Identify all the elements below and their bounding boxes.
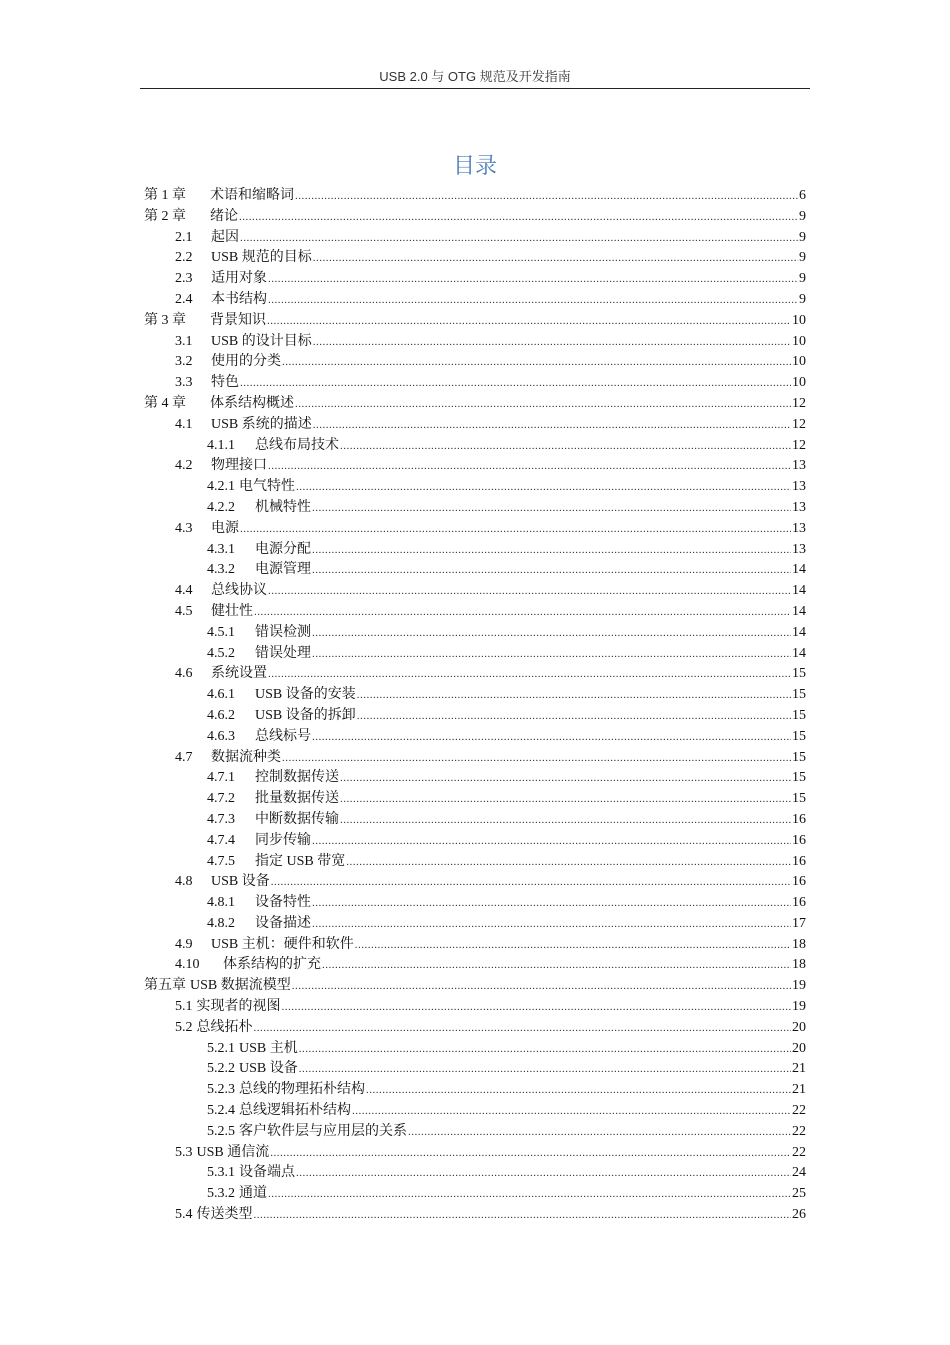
dot-leader	[340, 810, 791, 831]
toc-entry[interactable]	[144, 955, 806, 976]
table-of-contents	[144, 186, 806, 1226]
toc-entry-number: 4.8	[175, 874, 193, 890]
toc-entry-number: 4.2	[175, 458, 193, 474]
toc-entry[interactable]	[144, 394, 806, 415]
toc-entry-title: USB 设备的拆卸	[255, 707, 356, 723]
dot-leader	[313, 332, 791, 353]
toc-entry-page: 12	[792, 437, 806, 453]
toc-entry-number: 5.3	[175, 1144, 193, 1160]
dot-leader	[312, 831, 791, 852]
toc-entry-number: 5.2.5	[207, 1123, 235, 1139]
toc-entry[interactable]	[144, 852, 806, 873]
dot-leader	[292, 976, 791, 997]
dot-leader	[268, 1184, 791, 1205]
toc-entry-page: 6	[799, 188, 806, 203]
dot-leader	[268, 290, 798, 311]
toc-entry-page: 18	[792, 957, 806, 973]
toc-entry-page: 9	[799, 250, 806, 266]
toc-entry[interactable]	[144, 1039, 806, 1060]
toc-entry-page: 9	[799, 271, 806, 287]
toc-entry[interactable]	[144, 872, 806, 893]
toc-entry-page: 25	[792, 1186, 806, 1202]
dot-leader	[295, 186, 798, 207]
dot-leader	[408, 1122, 791, 1143]
toc-entry-page: 10	[792, 333, 806, 349]
dot-leader	[313, 248, 798, 269]
toc-entry[interactable]	[144, 727, 806, 748]
toc-entry[interactable]	[144, 789, 806, 810]
toc-entry-title: 设备特性	[255, 895, 311, 911]
header-rule	[140, 88, 810, 89]
toc-entry-title: USB 的设计目标	[211, 333, 312, 349]
toc-entry-number: 4.7.5	[207, 853, 235, 869]
toc-entry[interactable]	[144, 186, 806, 207]
dot-leader	[299, 1059, 791, 1080]
dot-leader	[282, 997, 792, 1018]
toc-entry-title: 电源	[211, 520, 239, 536]
dot-leader	[322, 955, 791, 976]
toc-entry-title: 数据流种类	[211, 749, 281, 765]
toc-entry[interactable]	[144, 332, 806, 353]
toc-entry[interactable]	[144, 893, 806, 914]
toc-entry-number: 2.2	[175, 250, 193, 266]
toc-entry-title: 设备端点	[239, 1165, 295, 1181]
dot-leader	[312, 727, 791, 748]
toc-entry-number: 4.3	[175, 520, 193, 536]
toc-entry-page: 15	[792, 749, 806, 765]
dot-leader	[267, 311, 791, 332]
toc-entry-page: 16	[792, 874, 806, 890]
toc-entry-page: 9	[799, 291, 806, 307]
toc-entry-title: USB 通信流	[196, 1144, 270, 1160]
dot-leader	[357, 706, 791, 727]
toc-entry-page: 22	[792, 1144, 806, 1160]
toc-entry-title: 体系结构概述	[210, 395, 294, 411]
toc-entry-page: 17	[792, 915, 806, 931]
toc-entry-title: USB 系统的描述	[211, 416, 312, 432]
toc-entry-title: 设备描述	[255, 915, 311, 931]
toc-entry-title: 通道	[239, 1186, 267, 1202]
toc-entry-title: 总线布局技术	[255, 437, 339, 453]
toc-entry-page: 9	[799, 229, 806, 245]
dot-leader	[239, 207, 798, 228]
toc-entry[interactable]	[144, 1018, 806, 1039]
toc-entry[interactable]	[144, 498, 806, 519]
toc-entry-page: 12	[792, 395, 806, 411]
toc-entry-page: 16	[792, 895, 806, 911]
toc-entry-number: 5.2	[175, 1019, 193, 1035]
toc-entry[interactable]	[144, 810, 806, 831]
toc-entry-title: 使用的分类	[211, 354, 281, 370]
dot-leader	[355, 935, 791, 956]
toc-entry-page: 13	[792, 479, 806, 495]
dot-leader	[254, 602, 791, 623]
toc-entry[interactable]	[144, 540, 806, 561]
toc-entry-number: 4.7.3	[207, 811, 235, 827]
toc-entry-number: 4.3.2	[207, 562, 235, 578]
toc-entry-title: 总线协议	[211, 583, 267, 599]
toc-entry[interactable]	[144, 352, 806, 373]
toc-entry-page: 13	[792, 541, 806, 557]
toc-entry-title: 电气特性	[239, 479, 295, 495]
toc-entry-page: 12	[792, 416, 806, 432]
dot-leader	[312, 540, 791, 561]
dot-leader	[312, 560, 791, 581]
toc-entry[interactable]	[144, 685, 806, 706]
toc-entry[interactable]	[144, 436, 806, 457]
toc-entry-page: 13	[792, 520, 806, 536]
toc-entry-page: 14	[792, 603, 806, 619]
toc-title: 目录	[452, 154, 497, 179]
toc-entry-title: 指定 USB 带宽	[255, 853, 346, 869]
toc-entry[interactable]	[144, 1101, 806, 1122]
toc-entry-title: USB 设备	[239, 1061, 298, 1077]
toc-entry-title: 起因	[211, 229, 239, 245]
toc-entry-number: 4.3.1	[207, 541, 235, 557]
toc-entry-number: 4.5.1	[207, 624, 235, 640]
toc-entry-number: 第 3 章	[144, 312, 186, 328]
dot-leader	[313, 415, 791, 436]
toc-entry-title: 健壮性	[211, 603, 253, 619]
toc-entry[interactable]	[144, 1163, 806, 1184]
toc-entry-number: 3.2	[175, 354, 193, 370]
toc-entry-number: 5.3.1	[207, 1165, 235, 1181]
dot-leader	[352, 1101, 791, 1122]
dot-leader	[299, 1039, 791, 1060]
toc-entry-page: 15	[792, 770, 806, 786]
toc-entry-page: 22	[792, 1123, 806, 1139]
toc-entry-number: 4.4	[175, 583, 193, 599]
dot-leader	[254, 1018, 792, 1039]
dot-leader	[312, 623, 791, 644]
toc-entry[interactable]	[144, 207, 806, 228]
dot-leader	[340, 436, 791, 457]
toc-entry-title: 传送类型	[196, 1207, 253, 1223]
toc-entry-number: 4.7.4	[207, 832, 235, 848]
toc-entry-number: 2.4	[175, 291, 193, 307]
toc-entry-page: 16	[792, 832, 806, 848]
dot-leader	[312, 498, 791, 519]
toc-entry-title: USB 设备的安装	[255, 687, 356, 703]
toc-entry-title: 机械特性	[255, 499, 311, 515]
toc-entry[interactable]	[144, 748, 806, 769]
toc-entry-title: USB 主机	[239, 1040, 298, 1056]
toc-entry-number: 4.8.1	[207, 895, 235, 911]
toc-entry-page: 15	[792, 666, 806, 682]
toc-entry[interactable]	[144, 997, 806, 1018]
toc-entry-title: 总线逻辑拓朴结构	[239, 1103, 351, 1119]
toc-entry[interactable]	[144, 373, 806, 394]
toc-entry-page: 15	[792, 728, 806, 744]
toc-entry-title: 体系结构的扩充	[223, 957, 321, 973]
dot-leader	[312, 644, 791, 665]
toc-entry[interactable]	[144, 1080, 806, 1101]
dot-leader	[240, 228, 798, 249]
toc-entry-title: 特色	[211, 375, 239, 391]
toc-entry-title: 电源分配	[255, 541, 311, 557]
toc-entry-number: 4.7.1	[207, 770, 235, 786]
toc-entry-title: 控制数据传送	[255, 770, 339, 786]
toc-entry-title: 总线拓朴	[196, 1019, 253, 1035]
dot-leader	[346, 852, 791, 873]
toc-entry-title: 错误处理	[255, 645, 311, 661]
toc-entry-page: 14	[792, 624, 806, 640]
page-header	[140, 68, 810, 86]
dot-leader	[254, 1205, 792, 1226]
toc-entry-title: USB 主机：硬件和软件	[211, 936, 354, 952]
toc-entry-title: 系统设置	[211, 666, 267, 682]
toc-entry[interactable]	[144, 1059, 806, 1080]
dot-leader	[340, 789, 791, 810]
dot-leader	[340, 768, 791, 789]
toc-entry[interactable]	[144, 1143, 806, 1164]
toc-entry[interactable]	[144, 1205, 806, 1226]
toc-entry[interactable]	[144, 477, 806, 498]
toc-entry-number: 5.4	[175, 1207, 193, 1223]
toc-entry-page: 20	[792, 1019, 806, 1035]
toc-entry-page: 15	[792, 707, 806, 723]
dot-leader	[270, 1143, 791, 1164]
toc-entry-number: 4.1	[175, 416, 193, 432]
toc-entry-page: 13	[792, 458, 806, 474]
toc-entry-number: 3.1	[175, 333, 193, 349]
toc-entry-number: 4.10	[175, 957, 200, 973]
dot-leader	[296, 1163, 791, 1184]
toc-entry-number: 4.2.1	[207, 479, 235, 495]
toc-entry-title: 实现者的视图	[196, 999, 281, 1015]
toc-entry-title: 客户软件层与应用层的关系	[239, 1123, 407, 1139]
toc-entry[interactable]	[144, 519, 806, 540]
toc-entry-title: 物理接口	[211, 458, 267, 474]
toc-entry-number: 5.2.3	[207, 1082, 235, 1098]
toc-entry-number: 5.2.4	[207, 1103, 235, 1119]
toc-entry-page: 9	[799, 208, 806, 224]
toc-entry[interactable]	[144, 976, 806, 997]
toc-entry-number: 4.6.1	[207, 687, 235, 703]
toc-entry[interactable]	[144, 560, 806, 581]
toc-entry-page: 14	[792, 583, 806, 599]
toc-entry[interactable]	[144, 581, 806, 602]
toc-entry-number: 5.3.2	[207, 1186, 235, 1202]
toc-entry[interactable]	[144, 706, 806, 727]
toc-entry-number: 5.2.1	[207, 1040, 235, 1056]
toc-entry-title: 批量数据传送	[255, 791, 339, 807]
toc-entry-title: 电源管理	[255, 562, 311, 578]
toc-entry[interactable]	[144, 1122, 806, 1143]
toc-entry-page: 16	[792, 811, 806, 827]
toc-entry-page: 19	[792, 978, 806, 994]
toc-entry[interactable]	[144, 311, 806, 332]
toc-entry-page: 24	[792, 1165, 806, 1181]
toc-entry-page: 21	[792, 1061, 806, 1077]
toc-entry-title: 总线的物理拓朴结构	[239, 1082, 365, 1098]
header-title: USB 2.0 与 OTG 规范及开发指南	[379, 69, 571, 84]
dot-leader	[271, 872, 791, 893]
dot-leader	[268, 581, 791, 602]
toc-entry-number: 4.8.2	[207, 915, 235, 931]
toc-entry-number: 4.1.1	[207, 437, 235, 453]
toc-entry-page: 26	[792, 1207, 806, 1223]
dot-leader	[240, 519, 791, 540]
dot-leader	[357, 685, 791, 706]
toc-entry-title: 绪论	[210, 208, 238, 224]
toc-entry[interactable]	[144, 623, 806, 644]
toc-entry[interactable]	[144, 228, 806, 249]
toc-entry-page: 10	[792, 312, 806, 328]
toc-entry[interactable]	[144, 415, 806, 436]
toc-entry-title: USB 设备	[211, 874, 270, 890]
toc-entry-title: 错误检测	[255, 624, 311, 640]
toc-entry[interactable]	[144, 602, 806, 623]
dot-leader	[282, 352, 791, 373]
toc-entry[interactable]	[144, 1184, 806, 1205]
dot-leader	[240, 373, 791, 394]
toc-entry-number: 2.3	[175, 271, 193, 287]
toc-entry-page: 21	[792, 1082, 806, 1098]
toc-entry-number: 3.3	[175, 375, 193, 391]
toc-entry-number: 4.2.2	[207, 499, 235, 515]
toc-entry-number: 第 2 章	[144, 208, 186, 224]
toc-entry-page: 15	[792, 687, 806, 703]
toc-entry-number: 4.5.2	[207, 645, 235, 661]
toc-entry-title: 本书结构	[211, 291, 267, 307]
toc-entry[interactable]	[144, 456, 806, 477]
toc-entry-title: 背景知识	[210, 312, 266, 328]
toc-entry[interactable]	[144, 831, 806, 852]
toc-entry-page: 16	[792, 853, 806, 869]
toc-entry-number: 4.5	[175, 603, 193, 619]
toc-entry-title: 中断数据传输	[255, 811, 339, 827]
toc-entry-number: 4.7.2	[207, 791, 235, 807]
toc-entry-number: 5.2.2	[207, 1061, 235, 1077]
toc-entry[interactable]	[144, 644, 806, 665]
toc-entry[interactable]	[144, 768, 806, 789]
toc-entry-number: 4.7	[175, 749, 193, 765]
toc-entry-number: 4.6	[175, 666, 193, 682]
toc-entry[interactable]	[144, 935, 806, 956]
toc-entry-title: 适用对象	[211, 271, 267, 287]
toc-entry[interactable]	[144, 914, 806, 935]
toc-entry-number: 第 1 章	[144, 188, 186, 203]
toc-entry-number: 第五章	[144, 978, 186, 994]
dot-leader	[268, 456, 791, 477]
toc-entry[interactable]	[144, 664, 806, 685]
toc-entry-page: 14	[792, 562, 806, 578]
toc-entry-page: 10	[792, 375, 806, 391]
dot-leader	[366, 1080, 791, 1101]
toc-entry-title: 同步传输	[255, 832, 311, 848]
toc-entry-title: 术语和缩略词	[210, 188, 294, 203]
toc-entry-number: 5.1	[175, 999, 193, 1015]
dot-leader	[295, 394, 791, 415]
dot-leader	[268, 664, 791, 685]
toc-entry-number: 第 4 章	[144, 395, 186, 411]
toc-entry-title: USB 数据流模型	[190, 978, 291, 994]
dot-leader	[296, 477, 791, 498]
toc-entry-page: 19	[792, 999, 806, 1015]
toc-entry-page: 10	[792, 354, 806, 370]
toc-entry-number: 4.6.3	[207, 728, 235, 744]
toc-entry[interactable]	[144, 269, 806, 290]
toc-entry-page: 22	[792, 1103, 806, 1119]
dot-leader	[312, 914, 791, 935]
toc-entry-number: 2.1	[175, 229, 193, 245]
toc-entry-number: 4.9	[175, 936, 193, 952]
dot-leader	[268, 269, 798, 290]
toc-entry-title: 总线标号	[255, 728, 311, 744]
toc-entry[interactable]	[144, 290, 806, 311]
toc-entry-number: 4.6.2	[207, 707, 235, 723]
toc-entry-page: 18	[792, 936, 806, 952]
dot-leader	[312, 893, 791, 914]
toc-entry[interactable]	[144, 248, 806, 269]
dot-leader	[282, 748, 791, 769]
toc-entry-page: 14	[792, 645, 806, 661]
toc-entry-page: 20	[792, 1040, 806, 1056]
toc-entry-title: USB 规范的目标	[211, 250, 312, 266]
toc-entry-page: 13	[792, 499, 806, 515]
toc-entry-page: 15	[792, 791, 806, 807]
